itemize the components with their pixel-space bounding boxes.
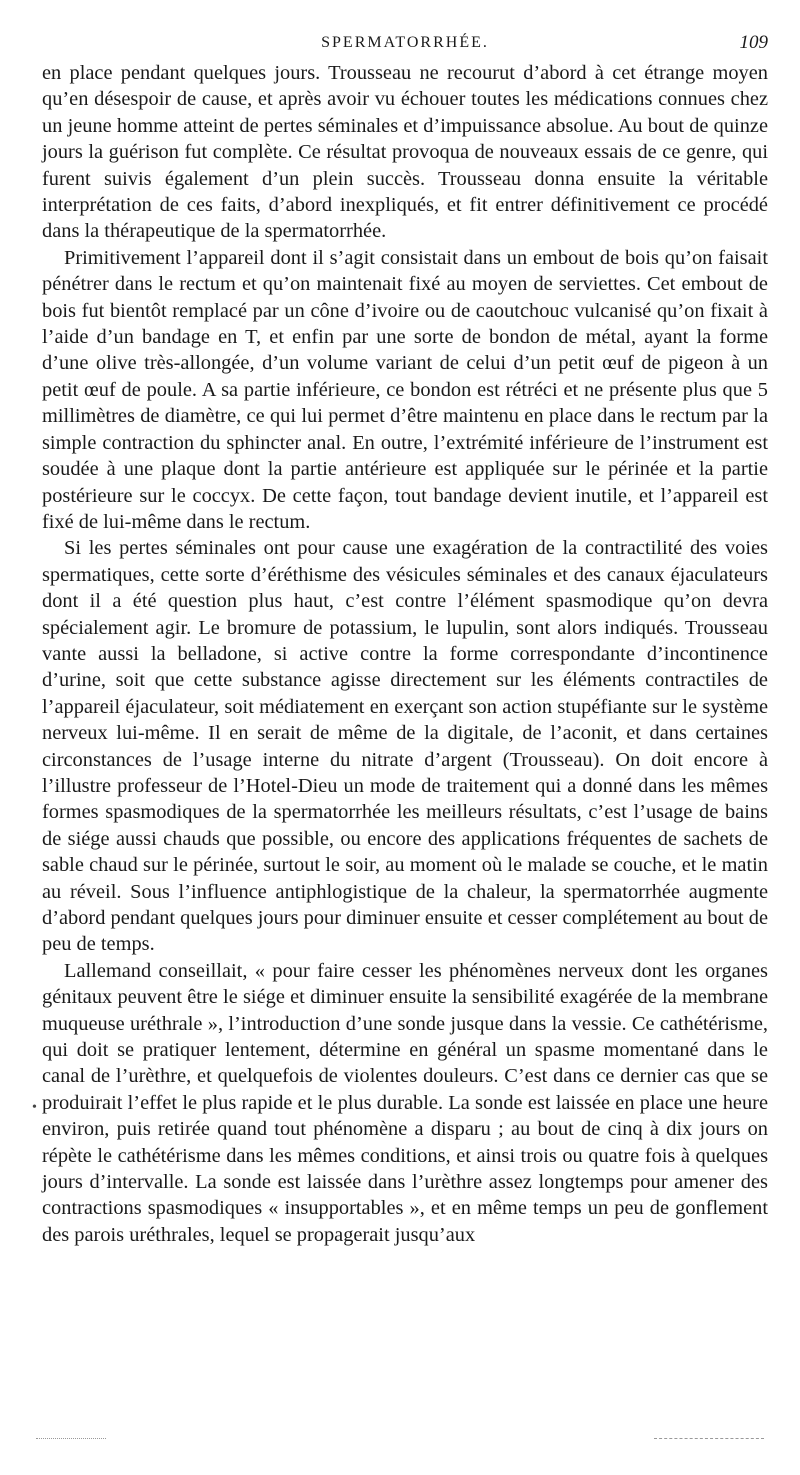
scan-mark-right (654, 1438, 764, 1439)
body-text (42, 60, 768, 1248)
footer-scan-marks (36, 1436, 764, 1442)
page-header (42, 28, 768, 58)
paragraph-continuation: en place pendant quelques jours. Trousseau ne recourut d’abord à cet étrange moyen qu’en désespoir de cause, et après avoir vu échouer toutes les médications connues chez un jeune homme atteint de pertes séminales et d’impuissance absolue. Au bout de quinze jours la guérison fut complète. Ce résultat provoqua de nouveaux essais de ce genre, qui furent suivis également d’un plein succès. Trousseau donna ensuite la véritable interprétation de ces faits, d’abord inexpliqués, et fit entrer définitivement ce procédé dans la thérapeutique de la spermatorrhée. (42, 62, 768, 243)
margin-speck: • (32, 1100, 37, 1115)
running-title: SPERMATORRHÉE. (321, 34, 489, 51)
paragraph-spasmodic-treatment: Si les pertes séminales ont pour cause une exagération de la contractilité des voies spermatiques, cette sorte d’éréthisme des vésicules séminales et des canaux éjaculateurs dont il a été question plus haut, c’est contre l’élément spasmodique qu’on devra spécialement agir. Le bromure de potassium, le lupulin, sont alors indiqués. Trousseau vante aussi la belladone, si active contre la forme correspondante d’incontinence d’urine, soit que cette substance agisse directement sur les éléments contractiles de l’appareil éjaculateur, soit médiatement en exerçant son action stupéfiante sur le système nerveux lui-même. Il en serait de même de la digitale, de l’aconit, et dans certaines circonstances de l’usage interne du nitrate d’argent (Trousseau). On doit encore à l’illustre professeur de l’Hotel-Dieu un mode de traitement qui a donné dans les mêmes formes spasmodiques de la spermatorrhée les meilleurs résultats, c’est l’usage de bains de siége aussi chauds que possible, ou encore des applications fréquentes de sachets de sable chaud sur le périnée, surtout le soir, au moment où le malade se couche, et le matin au réveil. Sous l’influence antiphlogistique de la chaleur, la spermatorrhée augmente d’abord pendant quelques jours pour diminuer ensuite et cesser complétement au bout de peu de temps. (42, 537, 768, 956)
page-content (42, 28, 768, 1248)
paragraph-lallemand: Lallemand conseillait, « pour faire cesser les phénomènes nerveux dont les organes génitaux peuvent être le siége et diminuer ensuite la sensibilité exagérée de la membrane muqueuse uréthrale », l’introduction d’une sonde jusque dans la vessie. Ce cathétérisme, qui doit se pratiquer lentement, détermine en général un spasme momentané dans le canal de l’urèthre, et quelquefois de violentes douleurs. C’est dans ce dernier cas que se produirait l’effet le plus rapide et le plus durable. La sonde est laissée en place une heure environ, puis retirée quand tout phénomène a disparu ; au bout de cinq à dix jours on répète le cathétérisme dans les mêmes conditions, et ainsi trois ou quatre fois à quelques jours d’intervalle. La sonde est laissée dans l’urèthre assez longtemps pour amener des contractions spasmodiques « insupportables », et en même temps un peu de gonflement des parois uréthrales, lequel se propagerait jusqu’aux (42, 959, 768, 1246)
page-number: 109 (739, 32, 768, 53)
paragraph-apparatus: Primitivement l’appareil dont il s’agit consistait dans un embout de bois qu’on faisait pénétrer dans le rectum et qu’on maintenait fixé au moyen de serviettes. Cet embout de bois fut bientôt remplacé par un cône d’ivoire ou de caoutchouc vulcanisé qu’on fixait à l’aide d’un bandage en T, et enfin par une sorte de bondon de métal, ayant la forme d’une olive très-allongée, d’un volume variant de celui d’un petit œuf de pigeon à un petit œuf de poule. A sa partie inférieure, ce bondon est rétréci et ne présente plus que 5 millimètres de diamètre, ce qui lui permet d’être maintenu en place dans le rectum par la simple contraction du sphincter anal. En outre, l’extrémité inférieure de l’instrument est soudée à une plaque dont la partie antérieure est appliquée sur le périnée et la partie postérieure sur le coccyx. De cette façon, tout bandage devient inutile, et l’appareil est fixé de lui-même dans le rectum. (42, 246, 768, 533)
scan-mark-left (36, 1438, 106, 1439)
